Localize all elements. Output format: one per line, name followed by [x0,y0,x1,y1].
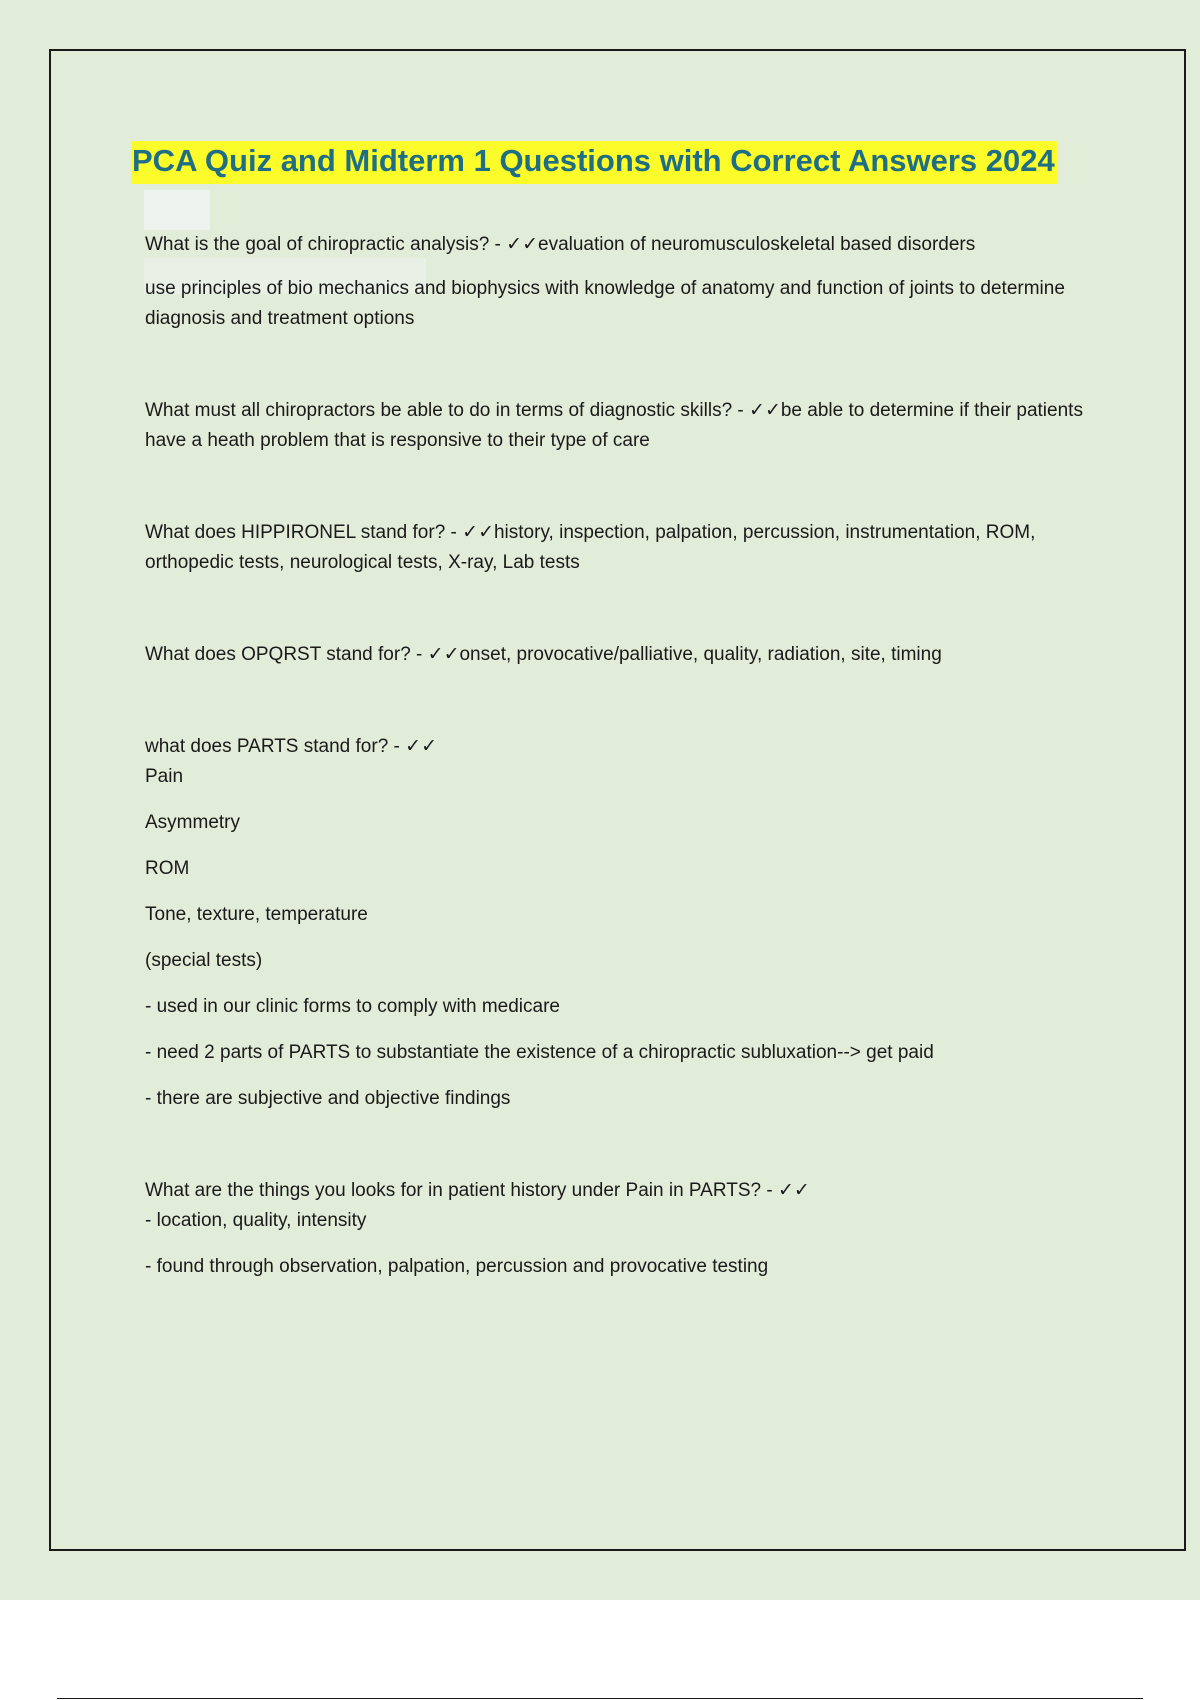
question-answer-text: What does HIPPIRONEL stand for? - ✓✓history, inspection, palpation, percussion, instrumentation, ROM, orthopedic tests, neurological tests, X-ray, Lab tests [145,522,1036,573]
answer-line: Tone, texture, temperature [145,904,368,925]
answer-line: (special tests) [145,950,263,971]
answer-continuation: use principles of bio mechanics and biophysics with knowledge of anatomy and function of joints to determine diagnosis and treatment options [145,278,1065,329]
qa-item-parts [145,732,1095,1114]
qa-item-opqrst [145,640,1095,670]
qa-item-hippironel [145,518,1095,578]
document-title: PCA Quiz and Midterm 1 Questions with Correct Answers 2024 [131,141,1057,184]
qa-item-diagnostic-skills [145,396,1095,456]
question-answer-text: What must all chiropractors be able to do in terms of diagnostic skills? - ✓✓be able to determine if their patients have a heath problem that is responsive to their type of care [145,400,1083,451]
qa-item-pain-history [145,1176,1095,1282]
answer-line: ROM [145,858,190,879]
qa-item-goal [145,230,1095,334]
footer-rule [57,1698,1143,1699]
scan-artifact [144,190,210,230]
answer-line: Pain [145,766,184,787]
answer-line: - there are subjective and objective findings [145,1088,511,1109]
question-text: what does PARTS stand for? - ✓✓ [145,736,437,757]
answer-line: - location, quality, intensity [145,1210,367,1231]
answer-line: - used in our clinic forms to comply with medicare [145,996,560,1017]
question-text: What are the things you looks for in patient history under Pain in PARTS? - ✓✓ [145,1180,810,1201]
answer-line: - need 2 parts of PARTS to substantiate the existence of a chiropractic subluxation--> get paid [145,1042,934,1063]
document-body [145,230,1095,1344]
answer-line: Asymmetry [145,812,240,833]
question-answer-text: What is the goal of chiropractic analysis? - ✓✓evaluation of neuromusculoskeletal based disorders [145,234,976,255]
question-answer-text: What does OPQRST stand for? - ✓✓onset, provocative/palliative, quality, radiation, site, timing [145,644,942,665]
answer-line: - found through observation, palpation, percussion and provocative testing [145,1256,769,1277]
